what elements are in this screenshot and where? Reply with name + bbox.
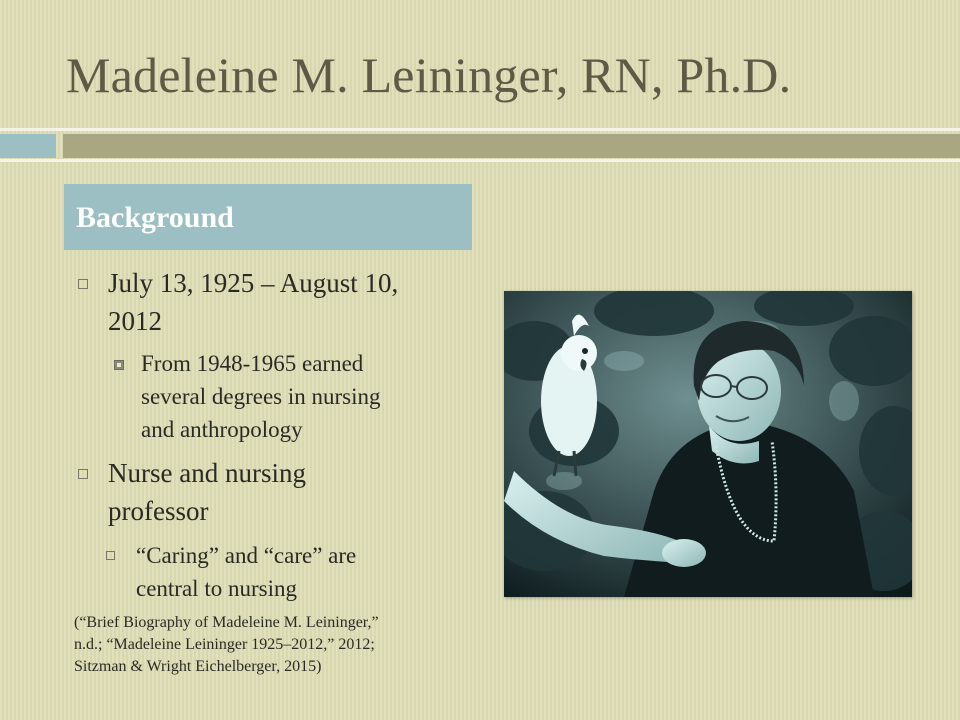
title-accent-bar-left xyxy=(0,134,56,158)
section-label: Background xyxy=(76,201,234,234)
portrait-photo-image xyxy=(504,291,912,597)
citation xyxy=(74,612,474,678)
citation-line-1: (“Brief Biography of Madeleine M. Leininger,” xyxy=(74,614,379,631)
portrait-photo xyxy=(504,291,912,597)
bullet-box-icon xyxy=(78,279,88,289)
title-divider-top xyxy=(0,128,960,131)
sub-bullet-2-line-1: “Caring” and “care” are xyxy=(136,543,357,568)
sub-bullet-1-line-2: several degrees in nursing xyxy=(141,384,381,409)
title-accent-bar-right xyxy=(63,134,960,158)
section-header-box xyxy=(64,184,472,250)
slide-title: Madeleine M. Leininger, RN, Ph.D. xyxy=(66,47,792,103)
sub-bullet-1-line-3: and anthropology xyxy=(141,417,303,442)
bullet-1-line-1: July 13, 1925 – August 10, xyxy=(108,268,399,298)
bullet-box-icon xyxy=(78,469,88,479)
bullet-1-line-2: 2012 xyxy=(108,306,162,336)
citation-line-2: n.d.; “Madeleine Leininger 1925–2012,” 2012; xyxy=(74,636,375,653)
sub-bullet-filled-icon xyxy=(114,360,124,370)
sub-bullet-1-line-1: From 1948-1965 earned xyxy=(141,351,364,376)
bullet-2-line-1: Nurse and nursing xyxy=(108,458,306,488)
citation-line-3: Sitzman & Wright Eichelberger, 2015) xyxy=(74,658,322,675)
title-divider-bottom xyxy=(0,159,960,162)
bullet-2-line-2: professor xyxy=(108,496,209,526)
sub-bullet-2-line-2: central to nursing xyxy=(136,576,297,601)
sub-bullet-box-icon xyxy=(106,551,115,560)
